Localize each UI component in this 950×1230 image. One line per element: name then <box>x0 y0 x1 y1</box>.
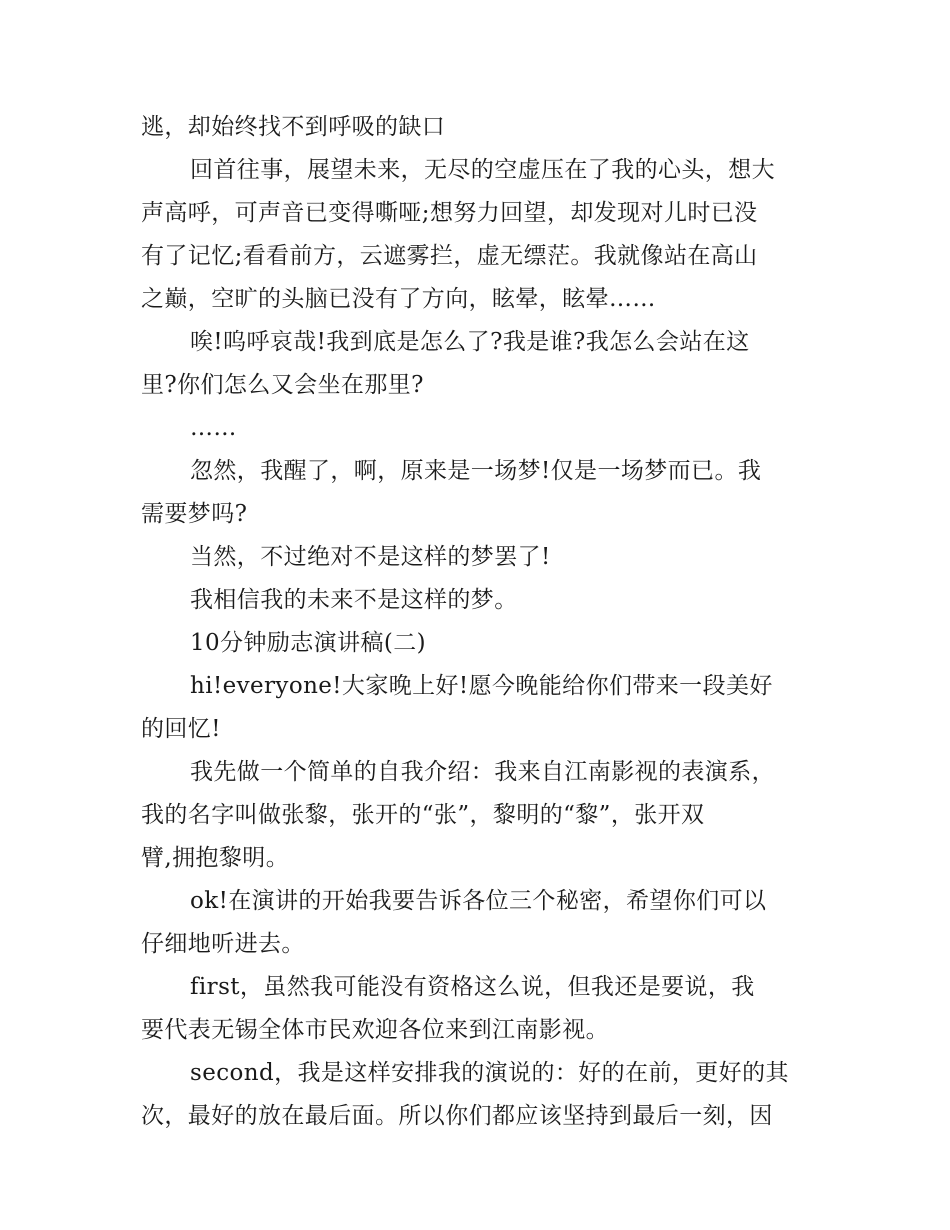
text-line: 我先做一个简单的自我介绍：我来自江南影视的表演系， <box>190 759 775 785</box>
text-line: 逃，却始终找不到呼吸的缺口 <box>141 114 446 140</box>
text-line: ok!在演讲的开始我要告诉各位三个秘密，希望你们可以 <box>190 888 767 914</box>
text-line: 唉!呜呼哀哉!我到底是怎么了?我是谁?我怎么会站在这 <box>190 329 750 355</box>
paragraph <box>141 149 821 321</box>
paragraph <box>141 321 821 407</box>
text-line: 之巅，空旷的头脑已没有了方向，眩晕，眩晕…… <box>141 286 656 312</box>
paragraph <box>141 880 821 966</box>
text-line: hi!everyone!大家晚上好!愿今晚能给你们带来一段美好 <box>190 673 773 699</box>
paragraph <box>141 450 821 536</box>
paragraph <box>141 579 821 622</box>
paragraph <box>141 1052 821 1138</box>
text-line: 要代表无锡全体市民欢迎各位来到江南影视。 <box>141 1017 609 1043</box>
paragraph <box>141 536 821 579</box>
text-line: 臂,拥抱黎明。 <box>141 845 290 871</box>
paragraph <box>141 106 821 149</box>
text-line: second，我是这样安排我的演说的：好的在前，更好的其 <box>190 1060 789 1086</box>
paragraph <box>141 407 821 450</box>
text-line: 仔细地听进去。 <box>141 931 305 957</box>
text-line: 10分钟励志演讲稿(二) <box>190 630 427 656</box>
paragraph <box>141 966 821 1052</box>
text-line: 回首往事，展望未来，无尽的空虚压在了我的心头，想大 <box>190 157 775 183</box>
text-line: …… <box>190 415 237 441</box>
text-line: 里?你们怎么又会坐在那里? <box>141 372 424 398</box>
document-body <box>141 106 821 1138</box>
section-heading <box>141 622 821 665</box>
text-line: 声高呼，可声音已变得嘶哑;想努力回望，却发现对儿时已没 <box>141 200 758 226</box>
text-line: 有了记忆;看看前方，云遮雾拦，虚无缥茫。我就像站在高山 <box>141 243 758 269</box>
text-line: 需要梦吗? <box>141 501 248 527</box>
text-line: 忽然，我醒了，啊，原来是一场梦!仅是一场梦而已。我 <box>190 458 762 484</box>
text-line: 我的名字叫做张黎，张开的“张”，黎明的“黎”，张开双 <box>141 802 705 828</box>
paragraph <box>141 751 821 880</box>
paragraph <box>141 665 821 751</box>
text-line: 我相信我的未来不是这样的梦。 <box>190 587 518 613</box>
text-line: 当然，不过绝对不是这样的梦罢了! <box>190 544 551 570</box>
text-line: 次，最好的放在最后面。所以你们都应该坚持到最后一刻，因 <box>141 1103 773 1129</box>
text-line: first，虽然我可能没有资格这么说，但我还是要说，我 <box>190 974 755 1000</box>
text-line: 的回忆! <box>141 716 221 742</box>
